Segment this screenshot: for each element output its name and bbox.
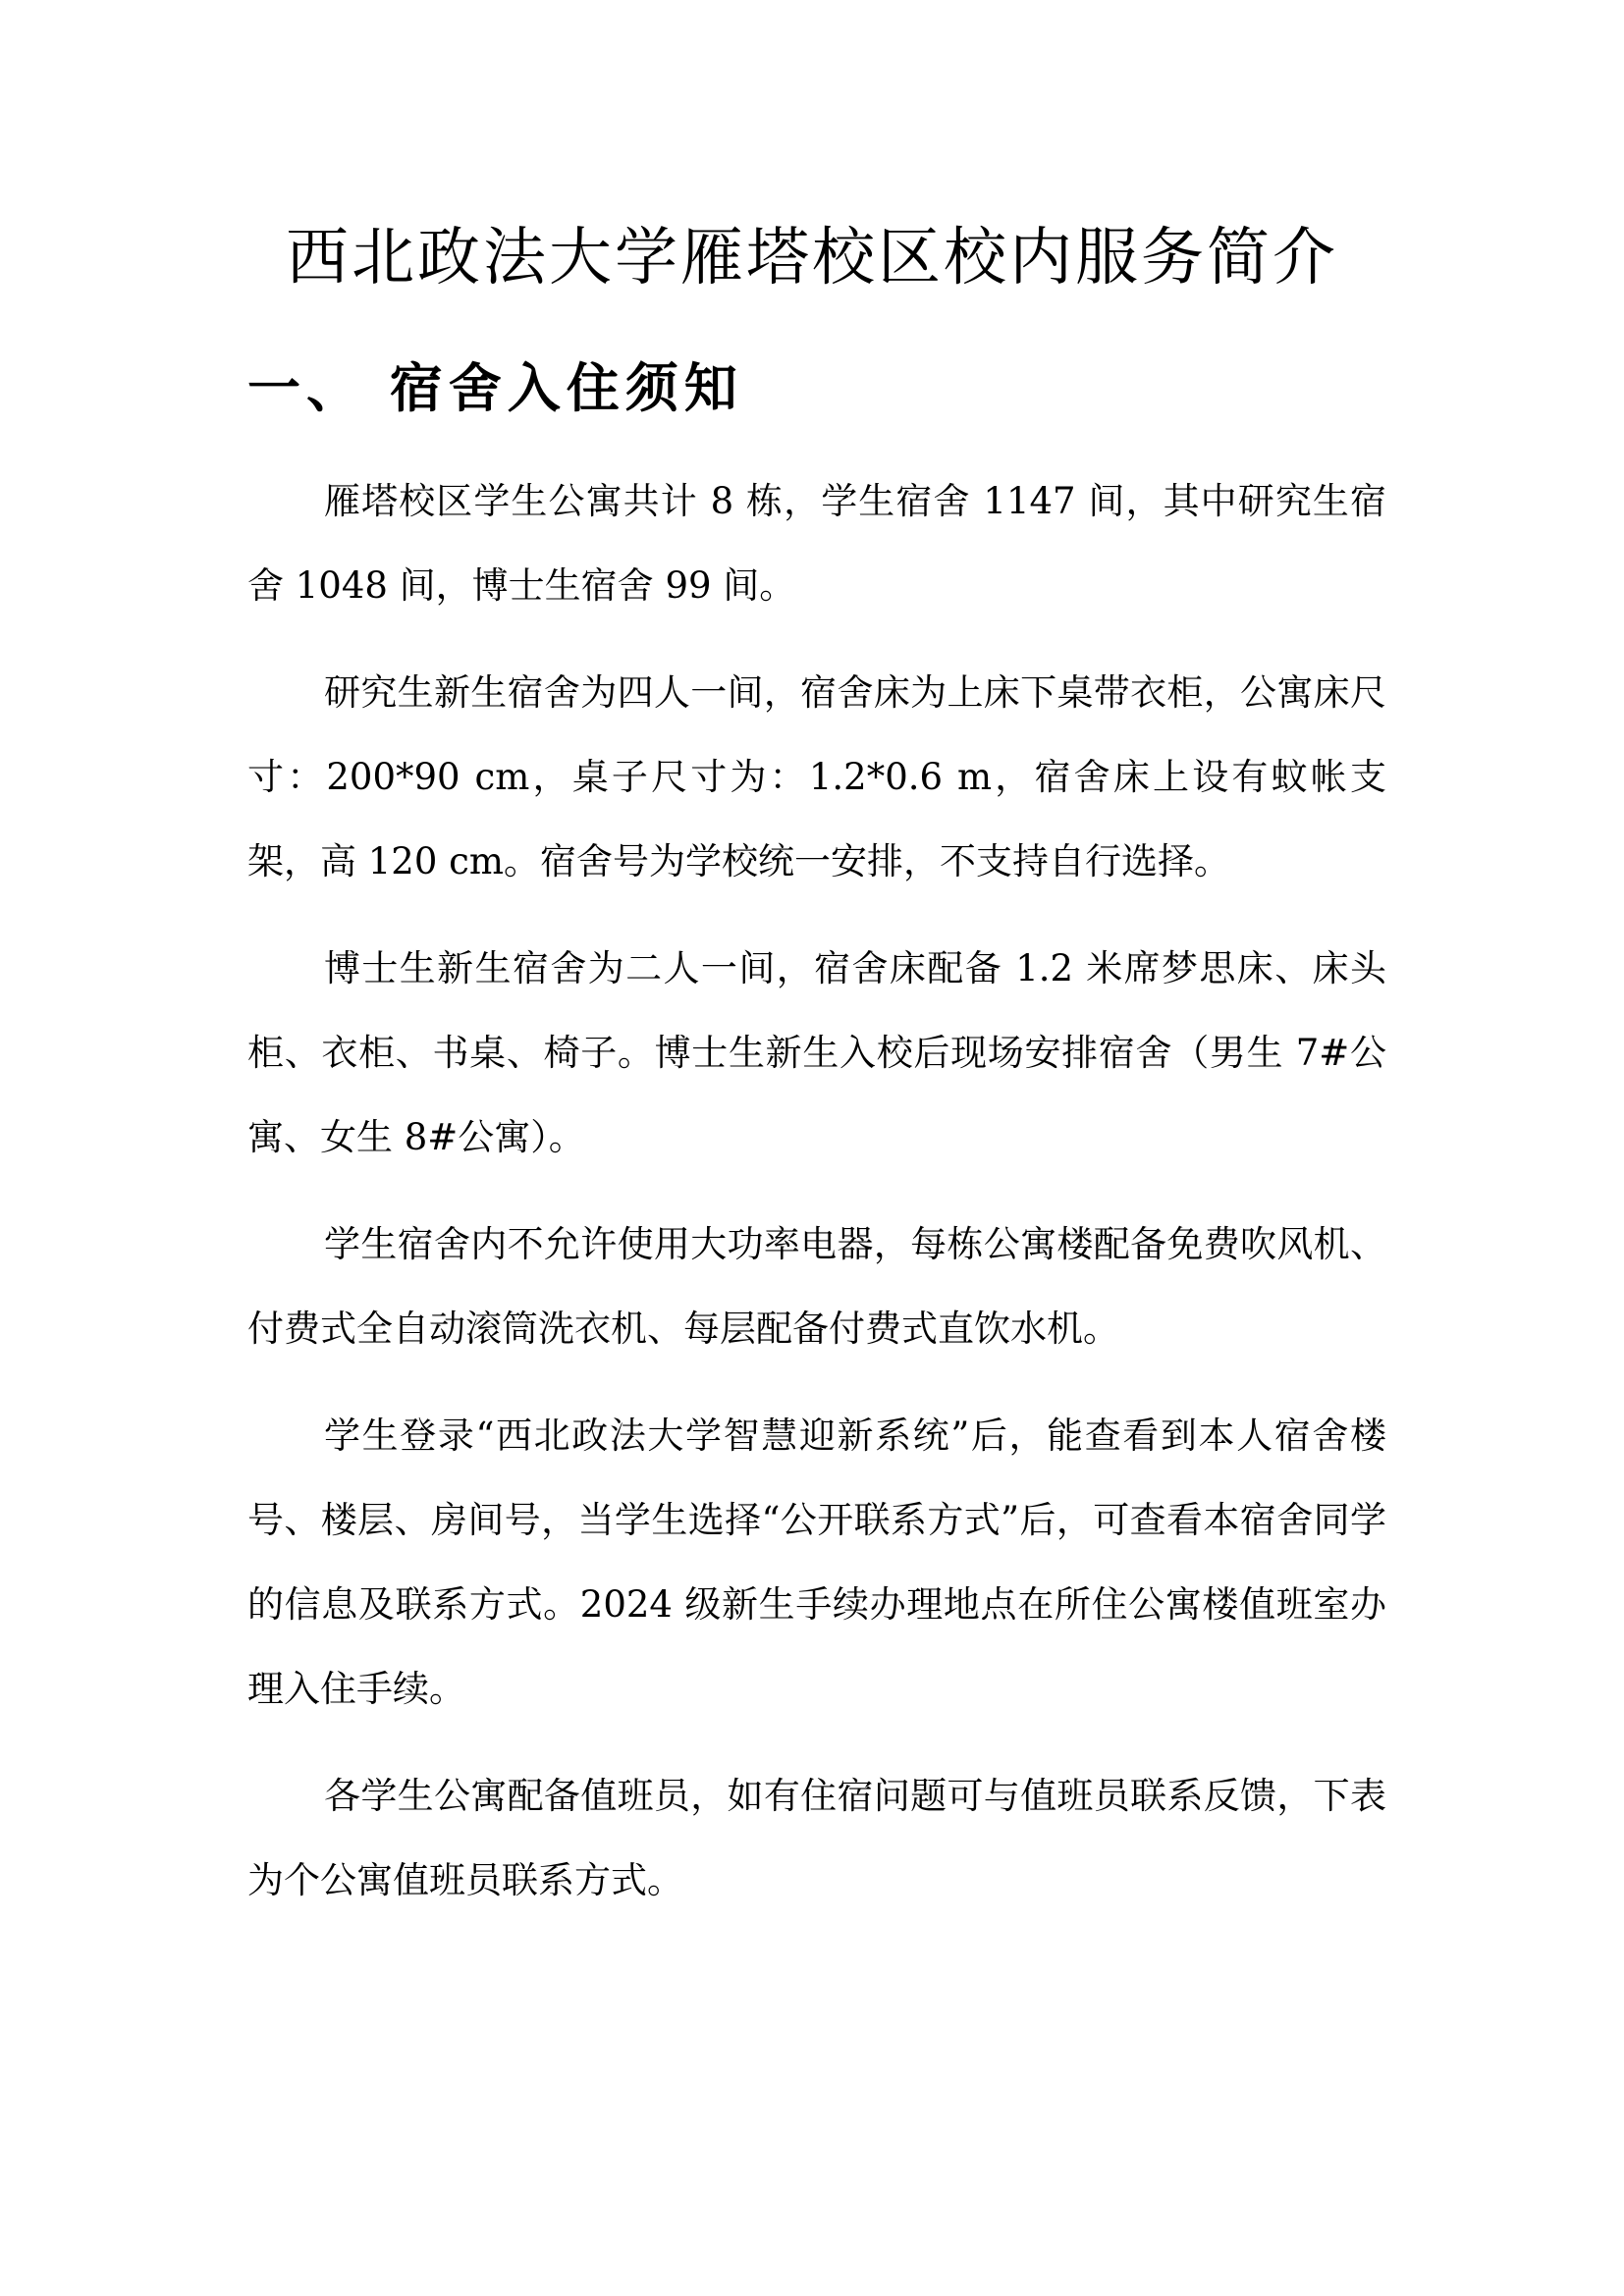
section-heading-dormitory: 一、 宿舍入住须知 [247,356,743,419]
paragraph-doctoral-dorm: 博士生新生宿舍为二人一间，宿舍床配备 1.2 米席梦思床、床头柜、衣柜、书桌、椅子。博士生新生入校后现场安排宿舍（男生 7#公寓、女生 8#公寓）。 [247,947,1386,1158]
paragraph-duty-staff: 各学生公寓配备值班员，如有住宿问题可与值班员联系反馈，下表为个公寓值班员联系方式。 [247,1775,1386,1901]
paragraph-apartment-overview: 雁塔校区学生公寓共计 8 栋，学生宿舍 1147 间，其中研究生宿舍 1048 间，博士生宿舍 99 间。 [247,480,1386,607]
paragraph-graduate-dorm: 研究生新生宿舍为四人一间，宿舍床为上床下桌带衣柜，公寓床尺寸：200*90 cm，桌子尺寸为：1.2*0.6 m，宿舍床上设有蚊帐支架，高 120 cm。宿舍号为学校统一安排，不支持自行选择。 [247,671,1386,882]
document-body [247,459,1386,1946]
page-title: 西北政法大学雁塔校区校内服务简介 [286,222,1338,294]
paragraph-appliance-rules: 学生宿舍内不允许使用大功率电器，每栋公寓楼配备免费吹风机、付费式全自动滚筒洗衣机、每层配备付费式直饮水机。 [247,1223,1386,1350]
paragraph-registration-system: 学生登录“西北政法大学智慧迎新系统”后，能查看到本人宿舍楼号、楼层、房间号，当学生选择“公开联系方式”后，可查看本宿舍同学的信息及联系方式。2024 级新生手续办理地点在所住公寓楼值班室办理入住手续。 [247,1415,1386,1710]
